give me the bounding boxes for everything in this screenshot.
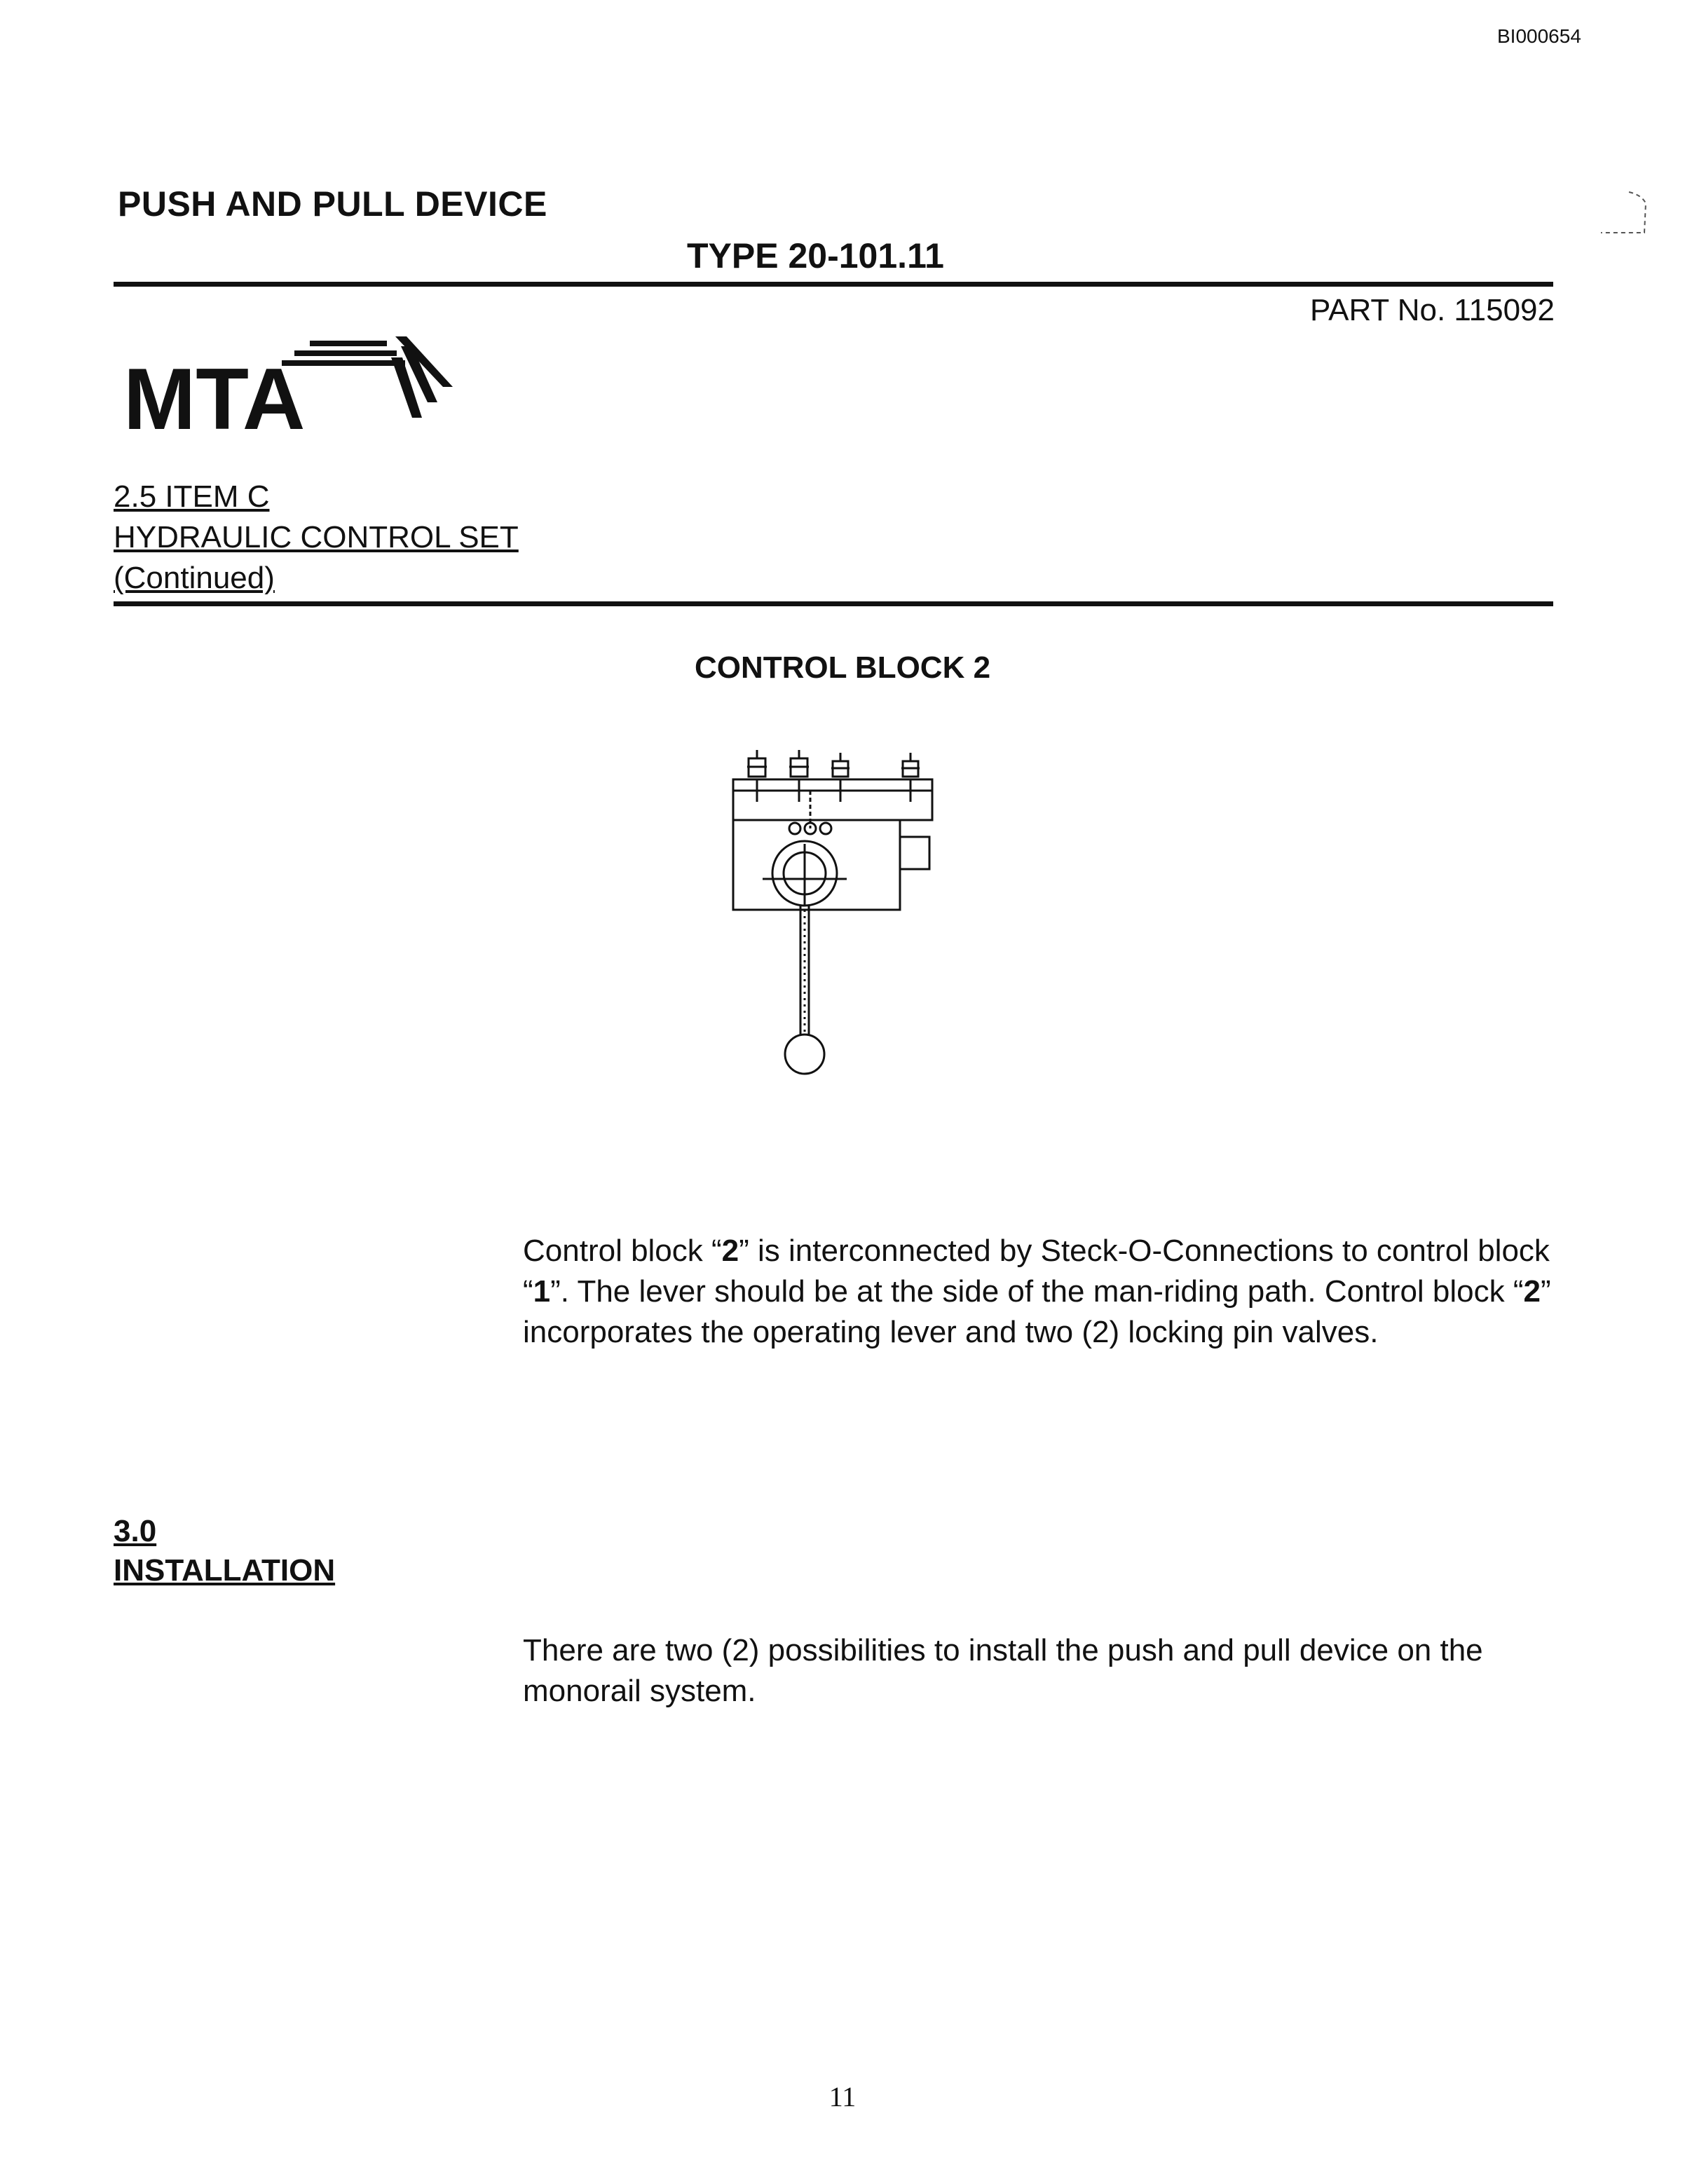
valve-fitting-3 <box>831 753 850 777</box>
para1-block-2-ref: 2 <box>721 1234 739 1268</box>
para1-block-1-ref: 1 <box>533 1274 551 1309</box>
valve-fitting-4 <box>901 753 920 777</box>
section-title-installation: INSTALLATION <box>114 1553 336 1588</box>
bates-number: BI000654 <box>1497 25 1581 47</box>
section-number-2-5: 2.5 ITEM C <box>114 479 270 514</box>
figure-caption: CONTROL BLOCK 2 <box>694 650 991 685</box>
para1-text-b: ” is interconnected by Steck-O-Connections to control block “ <box>523 1234 1550 1309</box>
para1-text-a: Control block “ <box>523 1234 722 1268</box>
section-rule <box>114 601 1553 606</box>
valve-fitting-1 <box>747 750 767 777</box>
page-number: 11 <box>828 2081 857 2113</box>
header-rule <box>114 282 1553 287</box>
section-title-hydraulic: HYDRAULIC CONTROL SET <box>114 520 519 554</box>
part-number: PART No. 115092 <box>1310 293 1555 327</box>
logo-text: MTA <box>123 351 306 444</box>
scan-edge-mark <box>1587 188 1654 241</box>
control-block-description <box>523 1231 1560 1353</box>
document-title: PUSH AND PULL DEVICE <box>118 184 547 224</box>
para1-text-c: ”. The lever should be at the side of the man-riding path. Control block “ <box>550 1274 1524 1309</box>
para1-text-d: ” incorporates the operating lever and two (2) locking pin valves. <box>523 1274 1551 1349</box>
para1-block-2-ref-2: 2 <box>1523 1274 1541 1309</box>
installation-description: There are two (2) possibilities to install the push and pull device on the monorail system. <box>523 1633 1483 1708</box>
section-number-3-0: 3.0 <box>114 1514 157 1548</box>
type-label: TYPE 20-101.11 <box>687 236 944 275</box>
mta-logo <box>121 332 457 444</box>
section-subtitle-continued: (Continued) <box>114 561 275 595</box>
control-block-diagram <box>728 746 938 1075</box>
valve-fitting-2 <box>789 750 809 777</box>
